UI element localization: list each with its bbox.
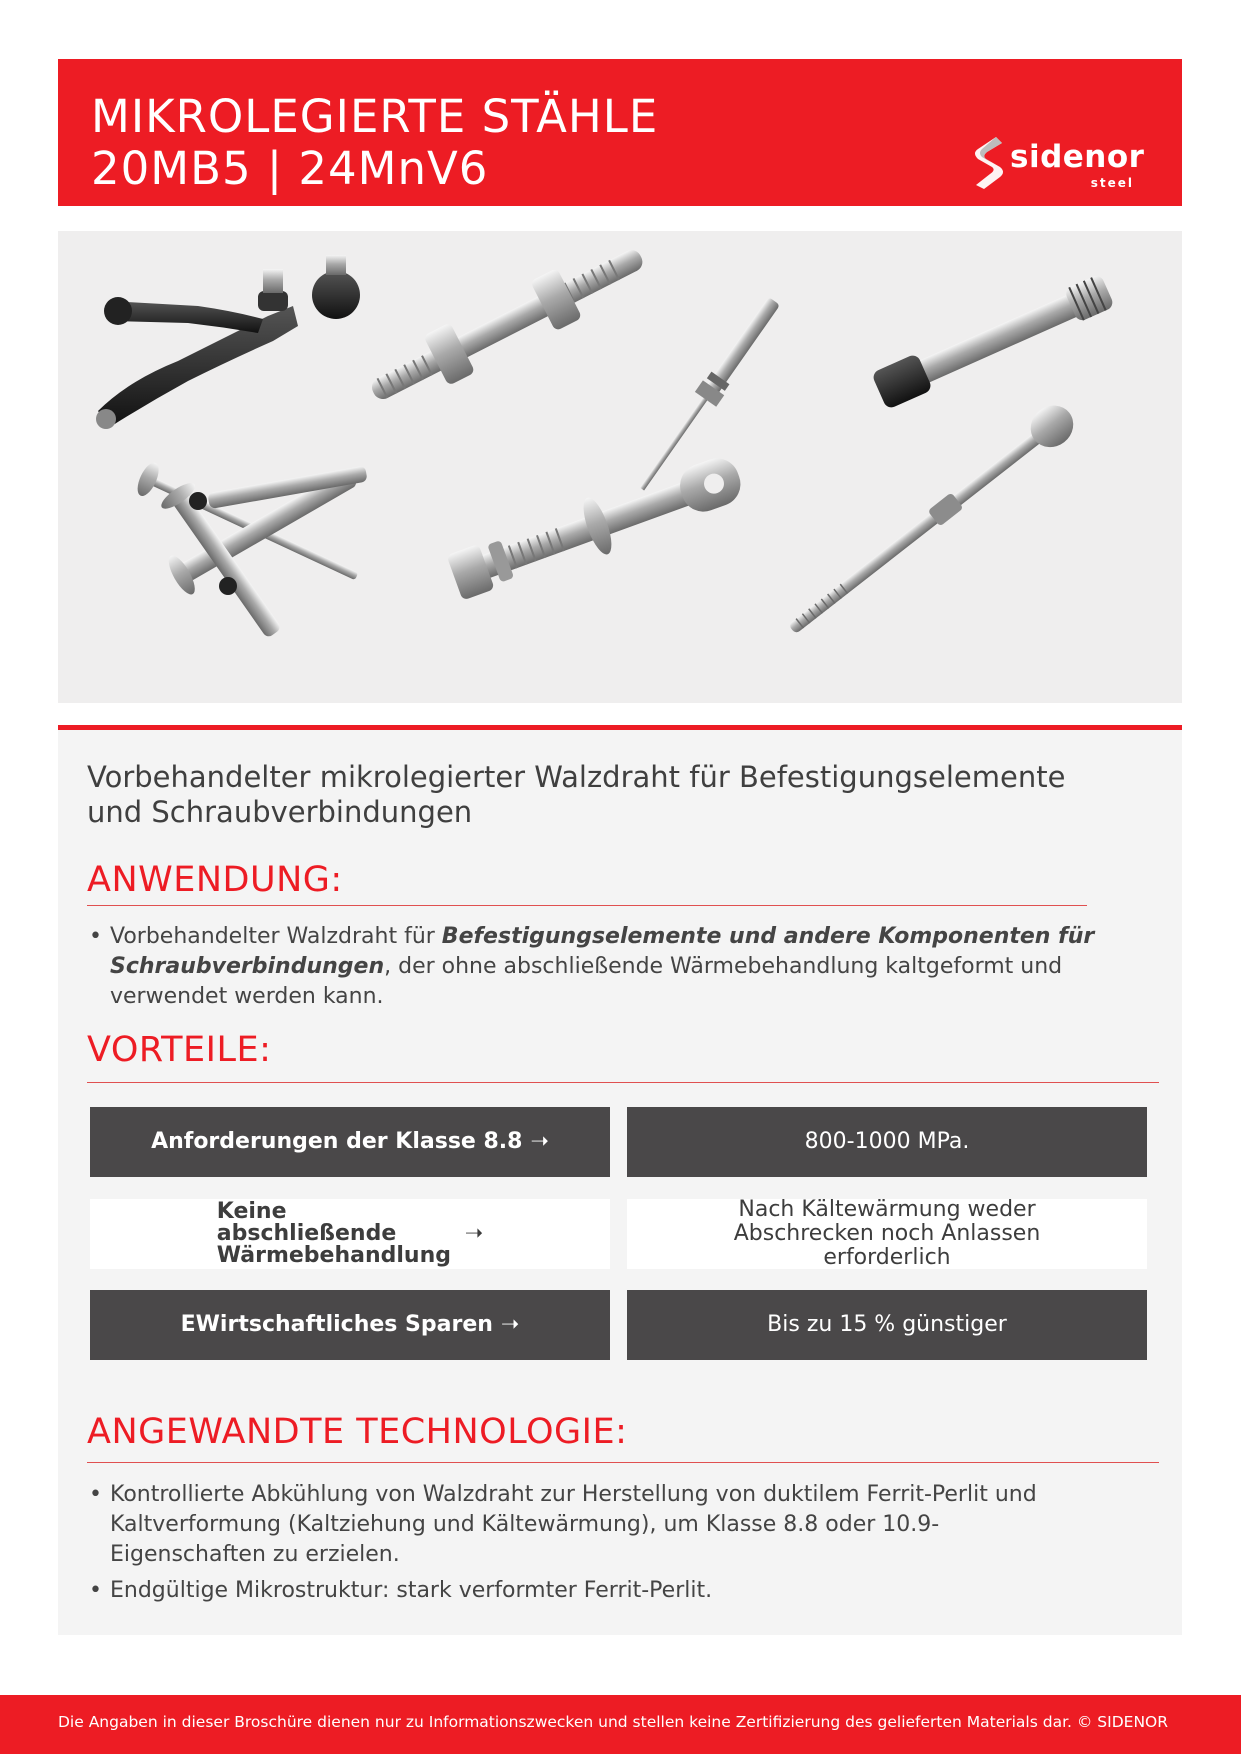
list-item: • Kontrollierte Abkühlung von Walzdraht zur Herstellung von duktilem Ferrit-Perlit und Kaltverformung (Kaltziehung und Kältewärmung), um Klasse 8.8 oder 10.9-Eigenschaften zu erzielen. — [87, 1480, 1047, 1570]
section-rule-technologie — [87, 1462, 1159, 1463]
long-tie-rod-icon — [780, 397, 1082, 645]
advantage-label: EWirtschaftliches Sparen — [180, 1312, 493, 1337]
intro-line-2: und Schraubverbindungen — [87, 795, 473, 829]
list-item — [87, 922, 1137, 1012]
arrow-right-icon: ➝ — [464, 1221, 484, 1246]
section-title-technologie: ANGEWANDTE TECHNOLOGIE: — [87, 1412, 628, 1452]
hollow-wall-anchors-icon — [133, 457, 367, 645]
list-item: • Endgültige Mikrostruktur: stark verformter Ferrit-Perlit. — [87, 1576, 1047, 1606]
eye-bolt-with-nut-icon — [444, 447, 748, 607]
bullet-emphasis: Befestigungselemente und andere Komponenten für Schraubverbindungen — [110, 924, 1095, 979]
logo-brand-text: sidenor — [1010, 139, 1145, 175]
technologie-list — [87, 1480, 1047, 1606]
table-row — [90, 1199, 1090, 1269]
page-title: MIKROLEGIERTE STÄHLE — [91, 90, 659, 143]
advantage-label-cell — [90, 1199, 610, 1269]
gallery-canvas — [58, 231, 1182, 703]
intro-heading — [87, 760, 1147, 830]
splined-shaft-icon — [871, 272, 1116, 410]
advantage-label: Keine abschließende Wärmebehandlung — [216, 1199, 452, 1268]
sidenor-s-logo-icon — [970, 135, 1006, 191]
bullet-text: Vorbehandelter Walzdraht für — [110, 924, 442, 949]
advantage-label: Anforderungen der Klasse 8.8 — [151, 1129, 523, 1154]
table-row — [90, 1290, 1090, 1360]
intro-line-1: Vorbehandelter mikrolegierter Walzdraht für Befestigungselemente — [87, 760, 1066, 794]
advantage-value-cell: 800-1000 MPa. — [627, 1107, 1147, 1177]
arrow-right-icon: ➝ — [530, 1129, 549, 1154]
advantage-value-cell: Bis zu 15 % günstiger — [627, 1290, 1147, 1360]
disclaimer-text: Die Angaben in dieser Broschüre dienen nur zu Informationszwecken und stellen keine Zertifizierung des gelieferten Materials dar. © SIDENOR — [58, 1713, 1169, 1731]
anwendung-list — [87, 922, 1137, 1012]
arrow-right-icon: ➝ — [500, 1312, 520, 1337]
section-rule-vorteile — [87, 1082, 1159, 1083]
logo-sub-text: steel — [1090, 176, 1134, 190]
footer-bar — [0, 1695, 1241, 1754]
sidenor-logo — [970, 135, 1145, 191]
tie-rod-end-icon — [96, 255, 360, 429]
bullet-text: , der ohne abschließende Wärmebehandlung kaltgeformt und verwendet werden kann. — [110, 954, 1063, 1009]
threaded-bar-with-nuts-icon — [361, 232, 654, 418]
table-row — [90, 1107, 1090, 1177]
product-gallery — [58, 231, 1182, 703]
header-banner — [58, 59, 1182, 206]
advantage-label-cell — [90, 1107, 610, 1177]
advantage-label-cell — [90, 1290, 610, 1360]
section-title-vorteile: VORTEILE: — [87, 1030, 272, 1070]
advantage-value-cell: Nach Kältewärmung weder Abschrecken noch Anlassen erforderlich — [627, 1199, 1147, 1269]
section-title-anwendung: ANWENDUNG: — [87, 860, 343, 900]
content-panel — [58, 730, 1182, 1635]
section-rule-anwendung — [87, 905, 1087, 906]
page-subtitle: 20MB5 | 24MnV6 — [91, 142, 489, 195]
